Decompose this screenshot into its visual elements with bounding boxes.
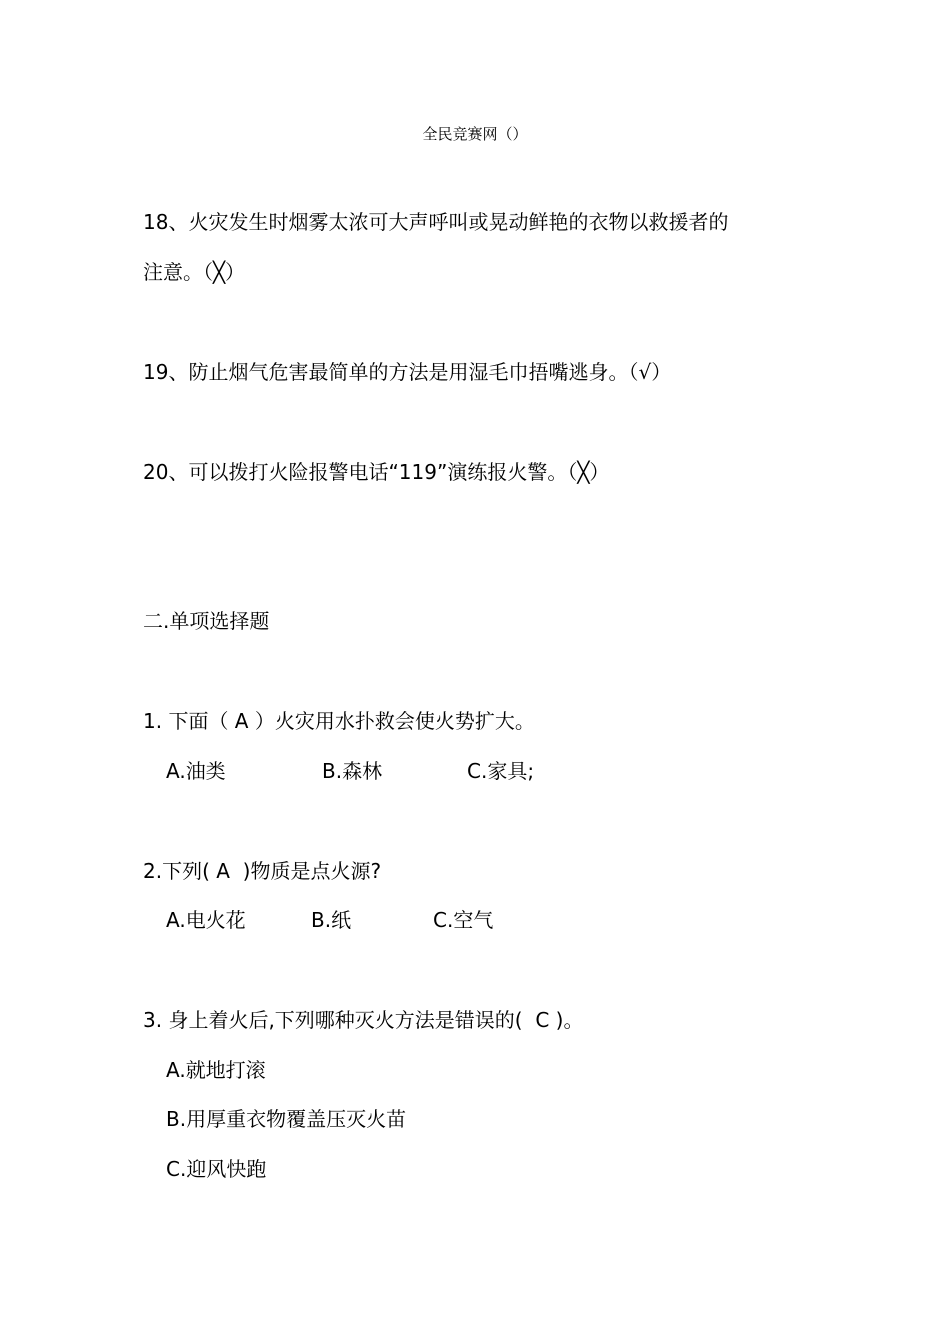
question-2-stem: 2.下列( A )物质是点火源? [143, 859, 382, 883]
question-3-option-b: B.用厚重衣物覆盖压灭火苗 [166, 1107, 407, 1131]
judgement-item-18-line2: 注意。（╳） [143, 260, 246, 284]
question-1-option-c: C.家具; [467, 759, 535, 783]
judgement-item-20: 20、可以拨打火险报警电话“119”演练报火警。（╳） [143, 460, 610, 484]
page-header: 全民竞赛网（） [422, 125, 528, 143]
question-1-option-b: B.森林 [322, 759, 383, 783]
question-2-option-a: A.电火花 [166, 908, 246, 932]
question-1-stem: 1. 下面（ A ）火灾用水扑救会使火势扩大。 [143, 709, 535, 733]
question-1-option-a: A.油类 [166, 759, 226, 783]
question-3-option-a: A.就地打滚 [166, 1058, 266, 1082]
question-3-option-c: C.迎风快跑 [166, 1157, 267, 1181]
question-3-stem: 3. 身上着火后,下列哪种灭火方法是错误的( C )。 [143, 1008, 584, 1032]
judgement-item-19: 19、防止烟气危害最简单的方法是用湿毛巾捂嘴逃身。（√） [143, 360, 672, 384]
question-2-option-c: C.空气 [433, 908, 494, 932]
question-2-option-b: B.纸 [311, 908, 352, 932]
section-title: 二.单项选择题 [143, 609, 270, 633]
judgement-item-18-line1: 18、火灾发生时烟雾太浓可大声呼叫或晃动鲜艳的衣物以救援者的 [143, 210, 729, 234]
